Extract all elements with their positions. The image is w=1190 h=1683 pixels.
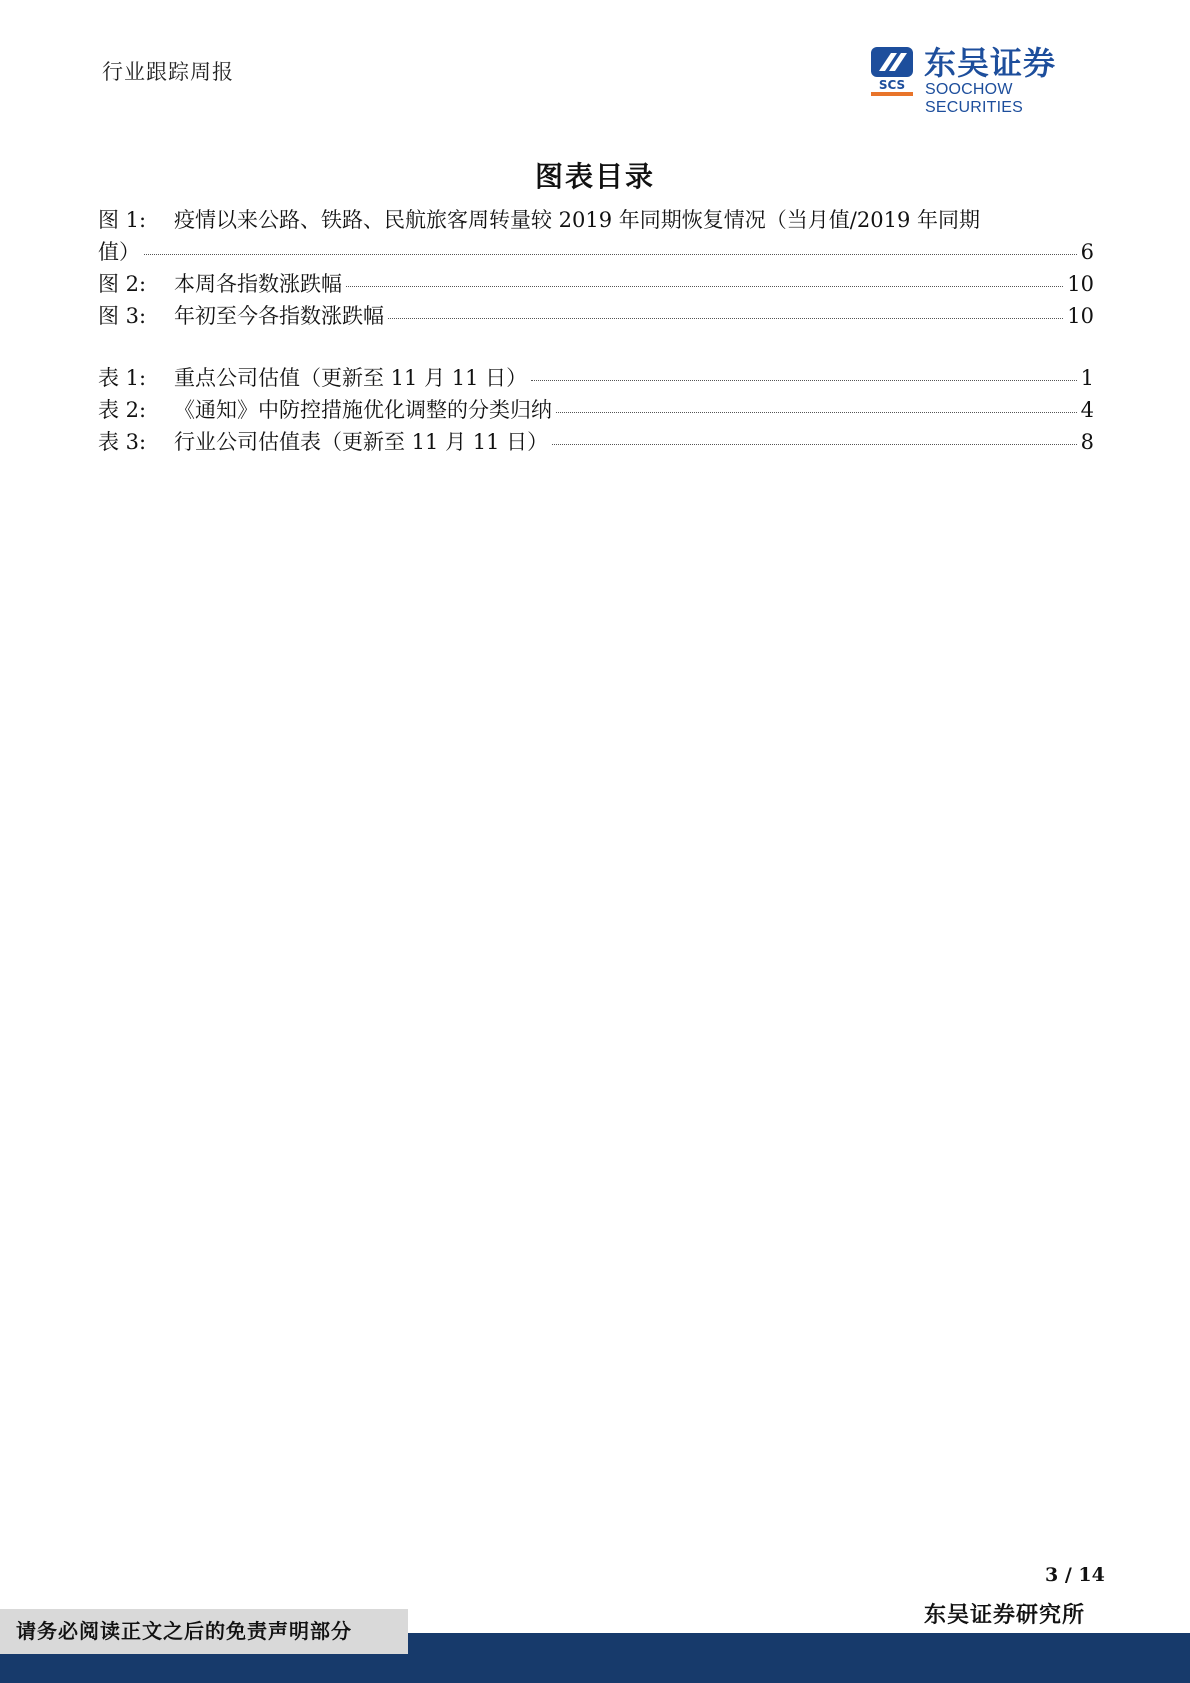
toc-figure-1-label: 图 1: [98,208,147,232]
toc-table-2-title: 《通知》中防控措施优化调整的分类归纳 [174,398,552,422]
footer-disclaimer: 请务必阅读正文之后的免责声明部分 [0,1609,408,1654]
toc-figure-1[interactable] [98,204,1094,268]
logo-mark-text: SCS [878,78,906,92]
toc-table-3-label: 表 3: [98,430,147,454]
dotted-leader [531,380,1076,381]
toc-figure-2-title: 本周各指数涨跌幅 [174,272,342,296]
toc-figure-1-page: 6 [1080,240,1094,264]
toc-figure-3[interactable] [98,300,1094,332]
logo-name-en: SOOCHOW SECURITIES [925,81,1024,116]
toc-figure-2-label: 图 2: [98,272,147,296]
dotted-leader [552,444,1076,445]
toc-title: 图表目录 [534,160,655,193]
logo-name-cn: 东吴证券 [924,44,1057,82]
page-indicator: 3 / 14 [1045,1564,1105,1586]
toc-table-1-page: 1 [1080,366,1094,390]
toc-figure-1-title-line2: 值） [98,240,140,264]
toc-table-1[interactable] [98,362,1094,394]
toc-figure-1-title-line1: 疫情以来公路、铁路、民航旅客周转量较 2019 年同期恢复情况（当月值/2019 年同期 [174,208,980,232]
toc-figure-2-page: 10 [1067,272,1094,296]
toc-table-2-page: 4 [1080,398,1094,422]
toc-figure-3-label: 图 3: [98,304,147,328]
dotted-leader [388,318,1063,319]
dotted-leader [144,254,1077,255]
company-logo [869,44,1103,116]
toc-table-2[interactable] [98,394,1094,426]
toc-figure-3-title: 年初至今各指数涨跌幅 [174,304,384,328]
scs-logo-icon [869,45,915,97]
dotted-leader [556,412,1077,413]
toc-table-1-title: 重点公司估值（更新至 11 月 11 日） [174,366,528,390]
toc-table-3[interactable] [98,426,1094,458]
report-type: 行业跟踪周报 [102,60,234,84]
footer-organization: 东吴证券研究所 [924,1602,1086,1628]
toc-table-3-title: 行业公司估值表（更新至 11 月 11 日） [174,430,549,454]
toc-table-1-label: 表 1: [98,366,147,390]
toc-figure-3-page: 10 [1067,304,1094,328]
toc-figure-2[interactable] [98,268,1094,300]
dotted-leader [346,286,1063,287]
toc-table-3-page: 8 [1080,430,1094,454]
toc-table-2-label: 表 2: [98,398,147,422]
